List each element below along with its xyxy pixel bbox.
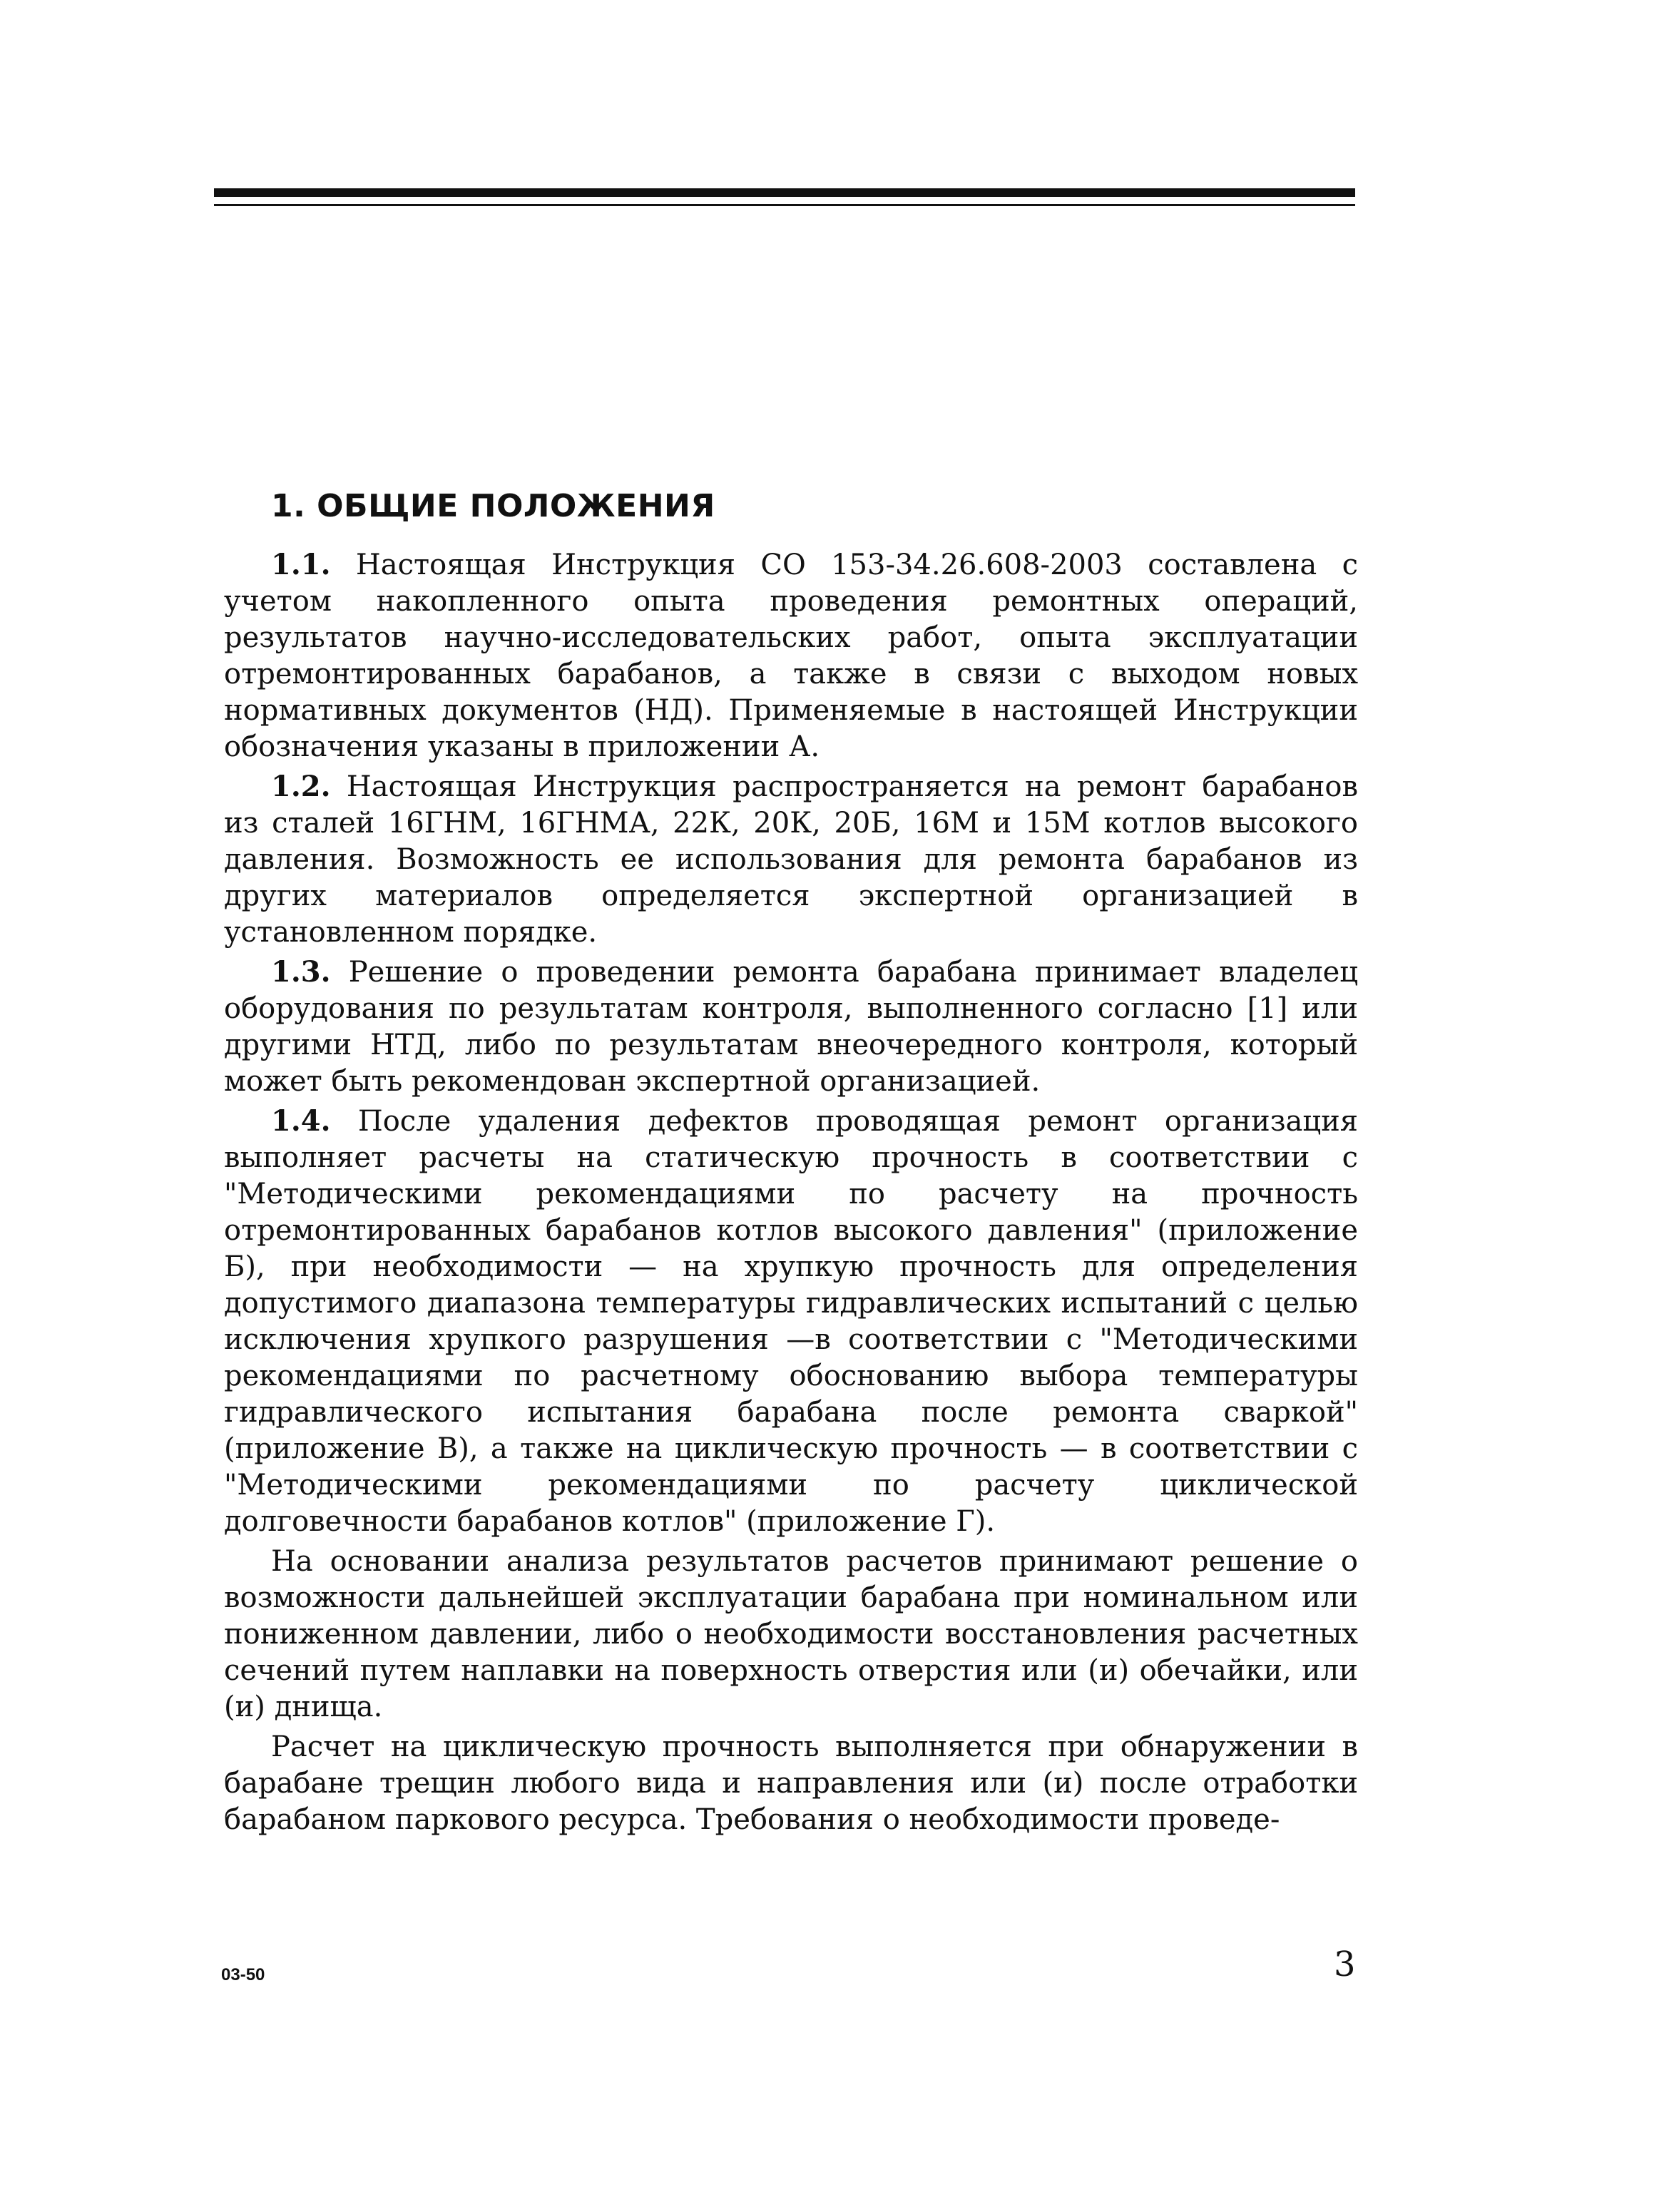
paragraph-1-2 [224, 768, 1358, 951]
paragraph-number: 1.4. [271, 1104, 331, 1138]
paragraph-1-4 [224, 1103, 1358, 1540]
paragraph-number: 1.1. [271, 548, 331, 581]
footer-code: 03-50 [221, 1965, 265, 1984]
paragraph-text: Расчет на циклическую прочность выполняется при обнаружении в барабане трещин любого вида и направления или (и) после отработки барабаном паркового ресурса. Требования о необходимости проведе- [224, 1731, 1358, 1836]
paragraph-text: Решение о проведении ремонта барабана принимает владелец оборудования по результатам контроля, выполненного согласно [1] или другими НТД, либо по результатам внеочередного контроля, который может быть рекомендован экспертной организацией. [224, 956, 1358, 1098]
paragraph-analysis [224, 1543, 1358, 1726]
paragraph-1-3 [224, 954, 1358, 1100]
body-text [224, 546, 1358, 1841]
header-rule-thick [214, 188, 1355, 197]
section-heading: 1. ОБЩИЕ ПОЛОЖЕНИЯ [271, 488, 715, 524]
header-rule-thin [214, 204, 1355, 206]
paragraph-text: Настоящая Инструкция распространяется на ремонт барабанов из сталей 16ГНМ, 16ГНМА, 22К, 20К, 20Б, 16М и 15М котлов высокого давления. Возможность ее использования для ремонта барабанов из других материалов определяется экспертной организацией в установленном порядке. [224, 770, 1358, 949]
paragraph-text: На основании анализа результатов расчетов принимают решение о возможности дальнейшей эксплуатации барабана при номинальном или пониженном давлении, либо о необходимости восстановления расчетных сечений путем наплавки на поверхность отверстия или (и) обечайки, или (и) днища. [224, 1545, 1358, 1723]
paragraph-text: После удаления дефектов проводящая ремонт организация выполняет расчеты на статическую прочность в соответствии с "Методическими рекомендациями по расчету на прочность отремонтированных барабанов котлов высокого давления" (приложение Б), при необходимости — на хрупкую прочность для определения допустимого диапазона температуры гидравлических испытаний с целью исключения хрупкого разрушения —в соответствии с "Методическими рекомендациями по расчетному обоснованию выбора температуры гидравлического испытания барабана после ремонта сваркой" (приложение В), а также на циклическую прочность — в соответствии с "Методическими рекомендациями по расчету циклической долговечности барабанов котлов" (приложение Г). [224, 1105, 1358, 1538]
page-number: 3 [1334, 1945, 1356, 1984]
paragraph-number: 1.2. [271, 770, 331, 803]
paragraph-1-1 [224, 546, 1358, 765]
paragraph-cyclic [224, 1728, 1358, 1838]
paragraph-text: Настоящая Инструкция СО 153-34.26.608-2003 составлена с учетом накопленного опыта проведения ремонтных операций, результатов научно-исследовательских работ, опыта эксплуатации отремонтированных барабанов, а также в связи с выходом новых нормативных документов (НД). Применяемые в настоящей Инструкции обозначения указаны в приложении А. [224, 549, 1358, 763]
paragraph-number: 1.3. [271, 955, 331, 989]
